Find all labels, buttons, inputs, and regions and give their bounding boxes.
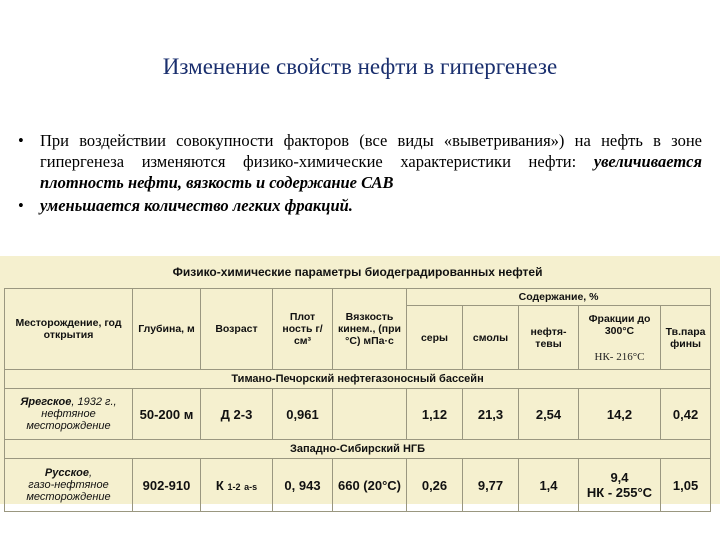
header-density: Плот ность г/см³ [273,289,333,370]
age-value: Д 2-3 [201,389,273,440]
viscosity-value [333,389,407,440]
bullet-emphasis: уменьшается количество легких фракций. [40,196,353,215]
bullet-list [16,130,702,218]
depth-value: 50-200 м [133,389,201,440]
bullet-item [16,195,702,216]
header-fraction [579,306,661,370]
oil-parameters-table [4,256,711,512]
naphthenes-value: 1,4 [519,459,579,512]
resins-value: 9,77 [463,459,519,512]
header-resins: смолы [463,306,519,370]
table-image [0,256,720,504]
solids-value: 0,42 [661,389,711,440]
sulfur-value: 0,26 [407,459,463,512]
bullet-item [16,130,702,193]
bullet-dot-icon: • [18,131,24,150]
header-viscosity: Вязкость кинем., (при °С) мПа·с [333,289,407,370]
density-value: 0, 943 [273,459,333,512]
naphthenes-value: 2,54 [519,389,579,440]
table-caption: Физико-химические параметры биодеградированных нефтей [172,265,543,279]
field-name: Русское, газо-нефтяное месторождение [5,459,133,512]
field-name: Ярегское, 1932 г., нефтяное месторождение [5,389,133,440]
table-row [5,389,711,440]
sulfur-value: 1,12 [407,389,463,440]
table-row [5,459,711,512]
fraction-note: НК- 216°С [594,350,645,363]
header-content: Содержание, % [407,289,711,306]
depth-value: 902-910 [133,459,201,512]
bullet-text: При воздействии совокупности факторов (все виды «выветривания») на нефть в зоне гипергенеза изменяются физико-химические характеристики нефти: [40,131,702,171]
header-age: Возраст [201,289,273,370]
basin-row: Западно-Сибирский НГБ [5,440,711,459]
viscosity-value: 660 (20°С) [333,459,407,512]
bullet-dot-icon: • [18,196,24,215]
density-value: 0,961 [273,389,333,440]
header-fraction-label: Фракции до 300°С [588,312,651,337]
fraction-value: 9,4 НК - 255°С [579,459,661,512]
bullet-emphasis: увеличивается плотность нефти, вязкость и содержание САВ [40,152,702,192]
fraction-value: 14,2 [579,389,661,440]
basin-row: Тимано-Печорский нефтегазоносный бассейн [5,370,711,389]
age-value: К 1-2 a-s [201,459,273,512]
header-naphthenes: нефтя- тевы [519,306,579,370]
resins-value: 21,3 [463,389,519,440]
solids-value: 1,05 [661,459,711,512]
header-field: Месторождение, год открытия [5,289,133,370]
header-solids: Тв.пара фины [661,306,711,370]
slide-title: Изменение свойств нефти в гипергенезе [162,54,558,79]
header-depth: Глубина, м [133,289,201,370]
header-sulfur: серы [407,306,463,370]
